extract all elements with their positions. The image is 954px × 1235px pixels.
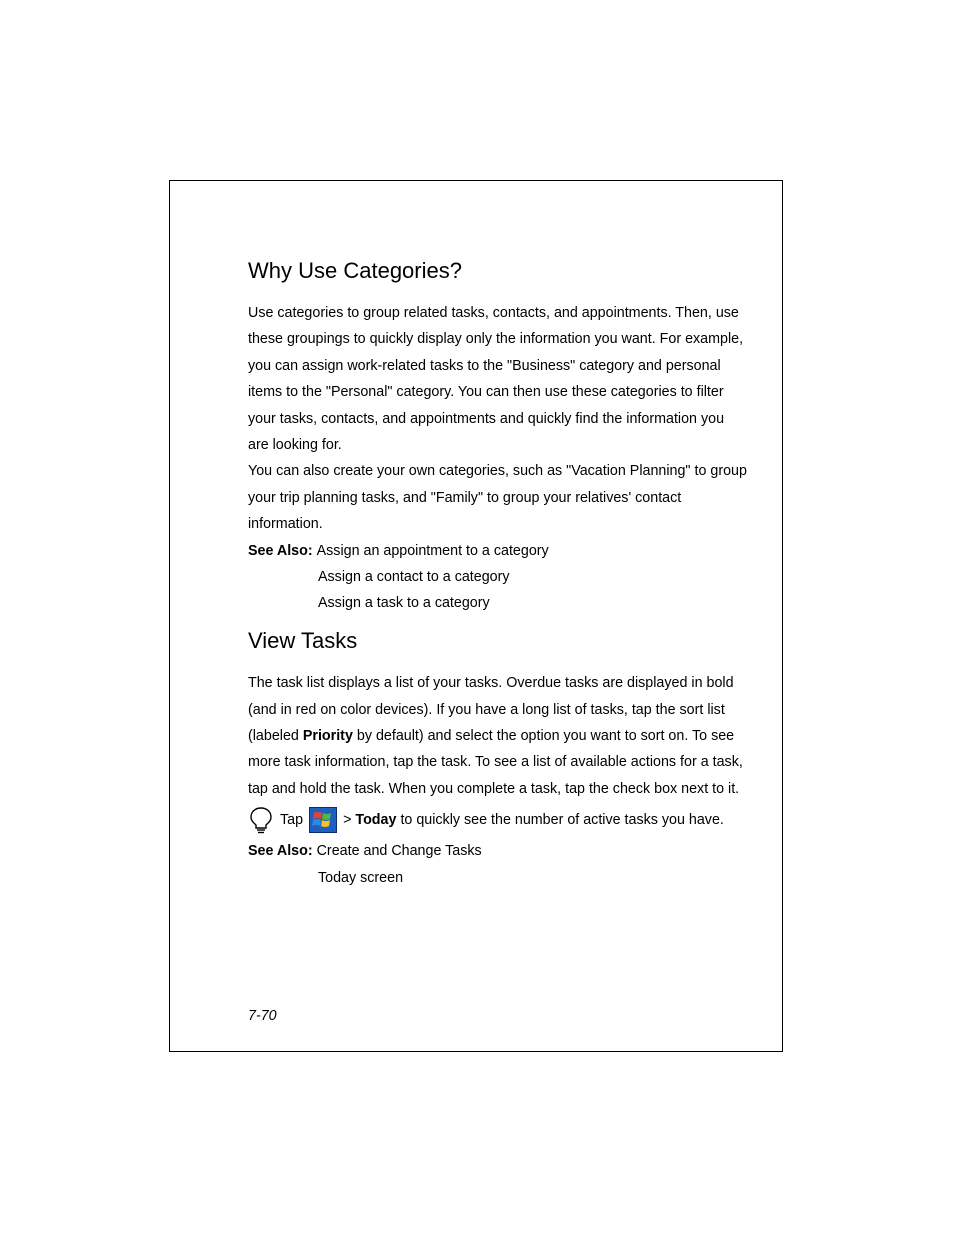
categories-paragraph-2: You can also create your own categories, such as "Vacation Planning" to group your trip planning tasks, and "Family" to group your relatives' contact information.: [248, 463, 747, 533]
see-also-link[interactable]: Assign a contact to a category: [318, 568, 510, 585]
tip-row: [248, 806, 748, 834]
today-label: Today: [355, 812, 397, 829]
view-tasks-paragraph: [248, 670, 748, 802]
see-also-label: See Also:: [248, 542, 317, 559]
see-also-link[interactable]: Assign an appointment to a category: [316, 542, 549, 559]
see-also-link[interactable]: Assign a task to a category: [318, 595, 490, 612]
categories-see-also: [248, 538, 748, 617]
see-also-label: See Also:: [248, 843, 317, 860]
categories-paragraph-1: Use categories to group related tasks, contacts, and appointments. Then, use these groupings to quickly display only the information you want. For example, you can assign work-related tasks to the "Business" category and personal items to the "Personal" category. You can then use these categories to filter your tasks, contacts, and appointments and quickly find the information you are looking for.: [248, 305, 744, 454]
tip-tap-text: Tap: [280, 812, 304, 829]
page-content: [248, 256, 748, 891]
see-also-link[interactable]: Create and Change Tasks: [316, 843, 482, 860]
see-also-link[interactable]: Today screen: [318, 869, 404, 886]
priority-label: Priority: [302, 728, 353, 745]
lightbulb-icon: [248, 806, 274, 834]
tip-gt-text: >: [343, 812, 352, 829]
page-number: 7-70: [248, 1008, 277, 1024]
view-tasks-see-also: [248, 838, 748, 890]
view-tasks-text: The task list displays a list of your tasks. Overdue tasks are displayed in bold (and in red on color devices). If you have a long list of tasks, tap the sort list (labeled: [248, 675, 734, 745]
windows-start-icon[interactable]: [309, 807, 337, 833]
heading-why-use-categories: Why Use Categories?: [248, 258, 462, 283]
heading-view-tasks: View Tasks: [248, 628, 358, 654]
tip-rest-text: to quickly see the number of active tasks you have.: [400, 812, 724, 829]
view-tasks-text: by default) and select the option you want to sort on. To see more task information, tap the task. To see a list of available actions for a task, tap and hold the task. When you complete a task, tap the check box next to it.: [248, 728, 743, 797]
